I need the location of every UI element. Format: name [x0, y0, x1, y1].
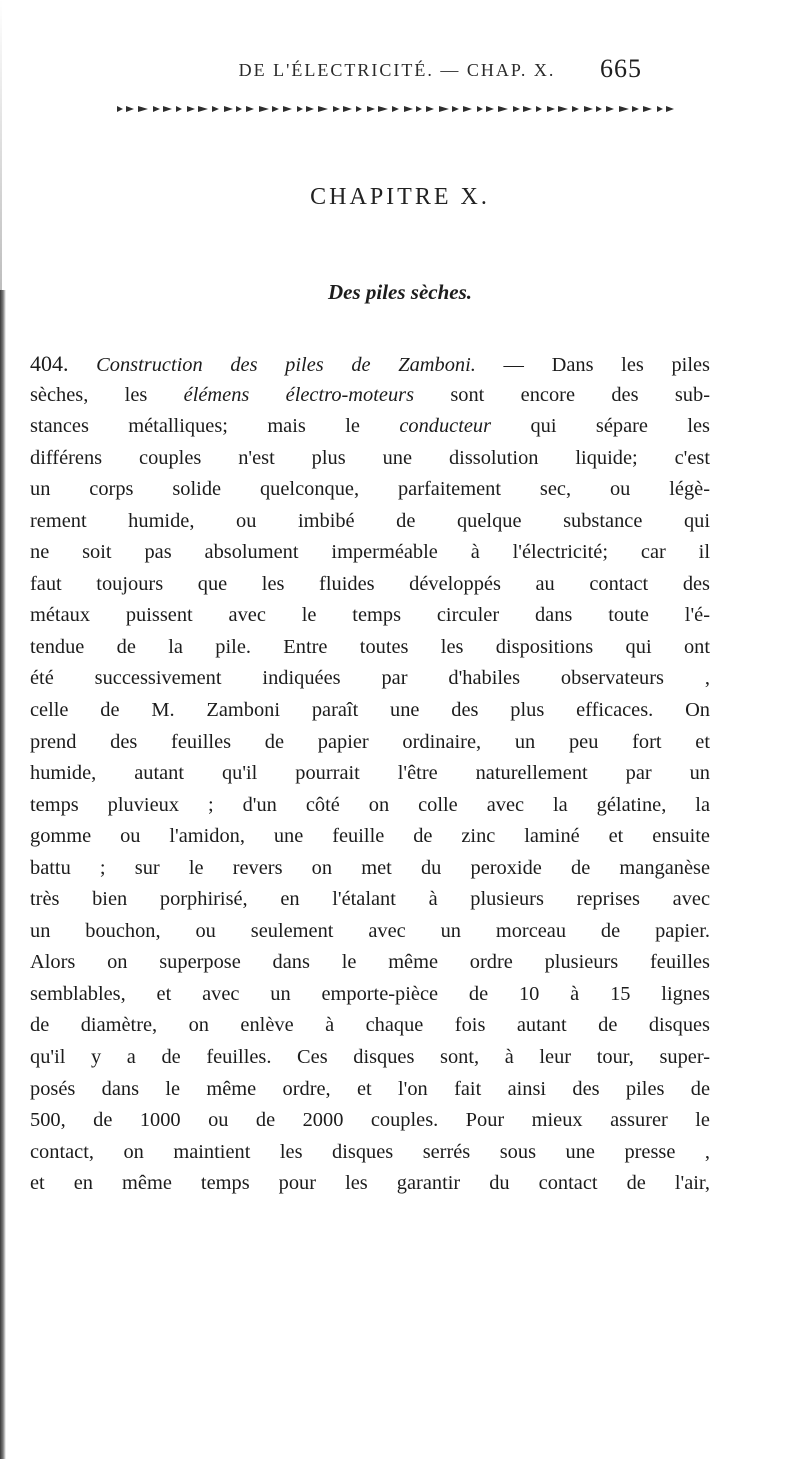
text-line: rement humide, ou imbibé de quelque substance qui: [30, 509, 710, 532]
ornament-mark: [367, 106, 375, 112]
page-edge-shadow-top: [0, 0, 2, 290]
text-fragment: Dans les piles: [551, 354, 710, 376]
text-line: différens couples n'est plus une dissolution liquide; c'est: [30, 446, 710, 469]
running-head: [0, 54, 800, 94]
ornament-mark: [558, 106, 568, 112]
ornament-mark: [224, 106, 233, 112]
ornament-mark: [126, 106, 134, 112]
ornament-mark: [477, 106, 483, 112]
section-heading: Construction des piles de Zamboni.: [96, 354, 476, 376]
ornament-mark: [272, 106, 279, 112]
page-number: 665: [600, 54, 642, 83]
emphasis-text: conducteur: [399, 415, 492, 438]
text-line: très bien porphirisé, en l'étalant à plusieurs reprises avec: [30, 888, 710, 911]
ornament-mark: [404, 106, 413, 112]
ornament-mark: [176, 106, 182, 112]
chapter-subtitle: Des piles sèches.: [327, 280, 473, 304]
ornament-mark: [246, 106, 254, 112]
text-line: métaux puissent avec le temps circuler dans toute l'é-: [30, 604, 710, 627]
text-fragment: sont encore des sub-: [414, 383, 710, 406]
ornament-mark: [486, 106, 494, 112]
ornament-mark: [426, 106, 434, 112]
ornament-mark: [153, 106, 160, 112]
ornament-mark: [513, 106, 520, 112]
ornament-mark: [297, 106, 303, 112]
ornament-mark: [463, 106, 472, 112]
text-line: tendue de la pile. Entre toutes les dispositions qui ont: [30, 635, 710, 658]
ornament-mark: [163, 106, 172, 112]
ornament-mark: [259, 106, 269, 112]
text-line: un corps solide quelconque, parfaitement sec, ou légè-: [30, 478, 710, 501]
ornament-mark: [343, 106, 352, 112]
text-fragment: qui sépare les: [491, 415, 710, 438]
section-dash: —: [475, 354, 552, 376]
text-line: de diamètre, on enlève à chaque fois autant de disques: [30, 1014, 710, 1037]
text-line: faut toujours que les fluides développés au contact des: [30, 572, 710, 595]
chapter-title: CHAPITRE X.: [310, 184, 490, 210]
ornament-mark: [632, 106, 639, 112]
paragraph-404: [30, 348, 710, 1200]
ornament-mark: [572, 106, 579, 112]
ornament-mark: [643, 106, 652, 112]
ornament-mark: [416, 106, 422, 112]
text-line: battu ; sur le revers on met du peroxide de manganèse: [30, 856, 710, 879]
text-line: 500, de 1000 ou de 2000 couples. Pour mieux assurer le: [30, 1109, 710, 1132]
ornament-mark: [392, 106, 399, 112]
text-fragment: stances métalliques; mais le: [30, 415, 400, 438]
text-line: posés dans le même ordre, et l'on fait ainsi des piles de: [30, 1077, 710, 1100]
ornamental-rule: [117, 103, 678, 115]
text-line: humide, autant qu'il pourrait l'être naturellement par un: [30, 762, 710, 785]
ornament-mark: [198, 106, 208, 112]
text-line: un bouchon, ou seulement avec un morceau de papier.: [30, 919, 710, 942]
ornament-mark: [596, 106, 602, 112]
emphasis-text: élémens électro-moteurs: [183, 383, 415, 406]
ornament-mark: [666, 106, 674, 112]
text-line: été successivement indiquées par d'habiles observateurs ,: [30, 667, 710, 690]
ornament-mark: [117, 106, 123, 112]
ornament-mark: [452, 106, 459, 112]
running-head-title: DE L'ÉLECTRICITÉ. — CHAP. X.: [238, 60, 556, 80]
text-line: et en même temps pour les garantir du contact de l'air,: [30, 1172, 710, 1195]
text-line: ne soit pas absolument imperméable à l'électricité; car il: [30, 541, 710, 564]
ornament-mark: [283, 106, 292, 112]
ornament-mark: [584, 106, 593, 112]
ornament-mark: [356, 106, 362, 112]
ornament-mark: [378, 106, 388, 112]
text-line: [30, 348, 710, 380]
text-line: contact, on maintient les disques serrés sous une presse ,: [30, 1140, 710, 1163]
ornament-mark: [187, 106, 195, 112]
ornament-mark: [547, 106, 555, 112]
text-line: prend des feuilles de papier ordinaire, un peu fort et: [30, 730, 710, 753]
ornament-mark: [318, 106, 328, 112]
ornament-mark: [606, 106, 614, 112]
text-line: celle de M. Zamboni paraît une des plus efficaces. On: [30, 699, 710, 722]
ornament-mark: [212, 106, 219, 112]
ornament-mark: [619, 106, 629, 112]
ornament-mark: [523, 106, 532, 112]
ornament-mark: [306, 106, 314, 112]
text-line: [30, 411, 710, 443]
text-fragment: sèches, les: [30, 383, 184, 406]
text-line: [30, 380, 710, 412]
ornament-mark: [657, 106, 663, 112]
ornament-mark: [439, 106, 449, 112]
ornament-mark: [333, 106, 340, 112]
text-line: semblables, et avec un emporte-pièce de 10 à 15 lignes: [30, 982, 710, 1005]
text-line: gomme ou l'amidon, une feuille de zinc laminé et ensuite: [30, 825, 710, 848]
ornament-mark: [536, 106, 542, 112]
ornament-mark: [138, 106, 148, 112]
ornament-mark: [498, 106, 508, 112]
section-number: 404.: [30, 351, 69, 376]
page-edge-shadow: [0, 290, 6, 1459]
text-line: qu'il y a de feuilles. Ces disques sont, à leur tour, super-: [30, 1046, 710, 1069]
text-line: temps pluvieux ; d'un côté on colle avec la gélatine, la: [30, 793, 710, 816]
text-line: Alors on superpose dans le même ordre plusieurs feuilles: [30, 951, 710, 974]
ornament-mark: [236, 106, 242, 112]
